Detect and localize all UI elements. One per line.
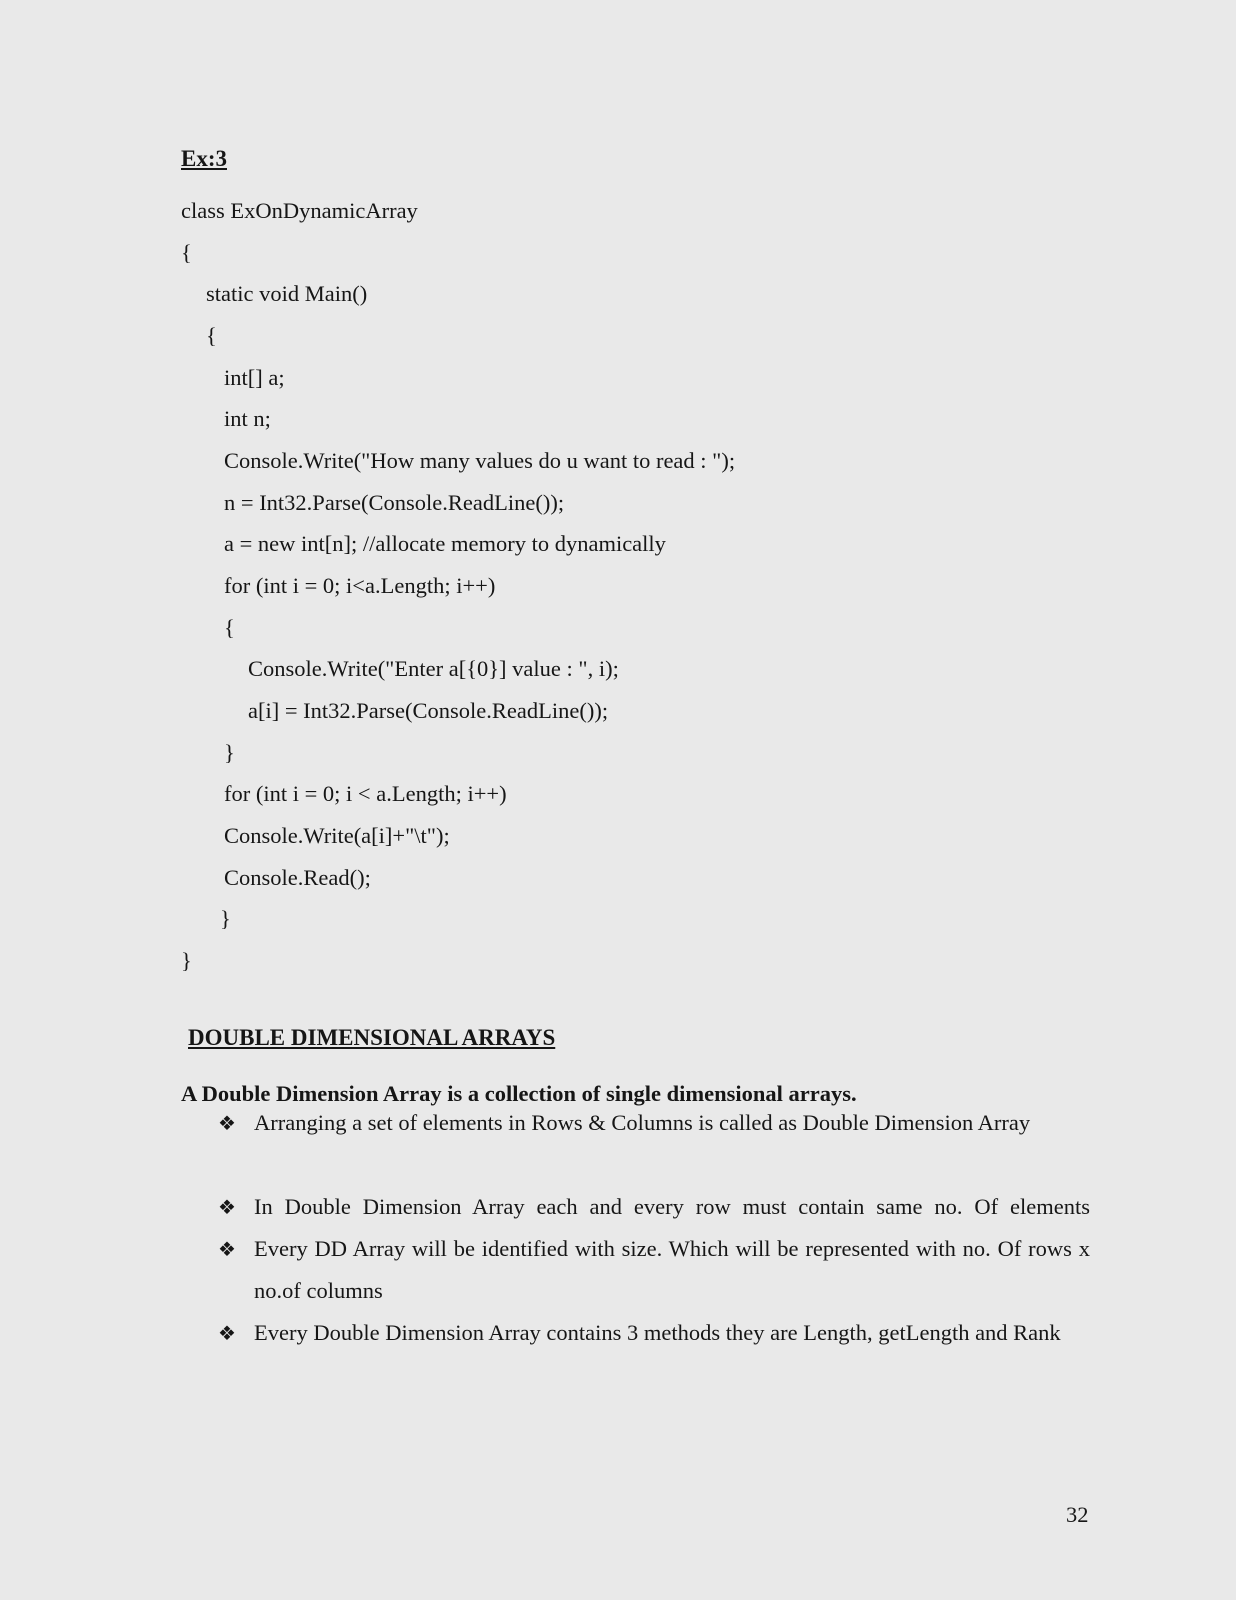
code-line: }	[181, 948, 192, 973]
code-line: Console.Write("Enter a[{0}] value : ", i);	[248, 656, 619, 681]
code-line: int n;	[224, 406, 271, 431]
page-number: 32	[1066, 1502, 1089, 1527]
code-line: class ExOnDynamicArray	[181, 198, 418, 223]
list-item-text: In Double Dimension Array each and every row must contain same no. Of elements	[254, 1194, 1090, 1219]
example-heading: Ex:3	[181, 146, 227, 171]
section-title: DOUBLE DIMENSIONAL ARRAYS	[188, 1025, 556, 1050]
code-line: Console.Read();	[224, 865, 371, 890]
code-line: }	[220, 906, 231, 931]
code-line: a = new int[n]; //allocate memory to dynamically	[224, 531, 666, 556]
code-line: {	[181, 240, 192, 265]
list-item-text: Every DD Array will be identified with size. Which will be represented with no. Of rows x no.of columns	[254, 1236, 1090, 1303]
code-line: for (int i = 0; i<a.Length; i++)	[224, 573, 496, 598]
list-item-text: Every Double Dimension Array contains 3 methods they are Length, getLength and Rank	[254, 1320, 1061, 1345]
code-line: for (int i = 0; i < a.Length; i++)	[224, 781, 507, 806]
code-line: a[i] = Int32.Parse(Console.ReadLine());	[248, 698, 609, 723]
diamond-bullet-icon: ❖	[218, 1237, 236, 1261]
code-line: {	[206, 323, 217, 348]
code-line: static void Main()	[206, 281, 368, 306]
code-line: int[] a;	[224, 365, 285, 390]
diamond-bullet-icon: ❖	[218, 1195, 236, 1219]
code-line: {	[224, 615, 235, 640]
diamond-bullet-icon: ❖	[218, 1321, 236, 1345]
code-line: Console.Write("How many values do u want to read : ");	[224, 448, 736, 473]
code-line: }	[224, 740, 235, 765]
diamond-bullet-icon: ❖	[218, 1111, 236, 1135]
code-line: Console.Write(a[i]+"\t");	[224, 823, 450, 848]
list-item-text: Arranging a set of elements in Rows & Columns is called as Double Dimension Array	[254, 1110, 1031, 1135]
code-line: n = Int32.Parse(Console.ReadLine());	[224, 490, 565, 515]
intro-sentence: A Double Dimension Array is a collection of single dimensional arrays.	[181, 1081, 857, 1106]
